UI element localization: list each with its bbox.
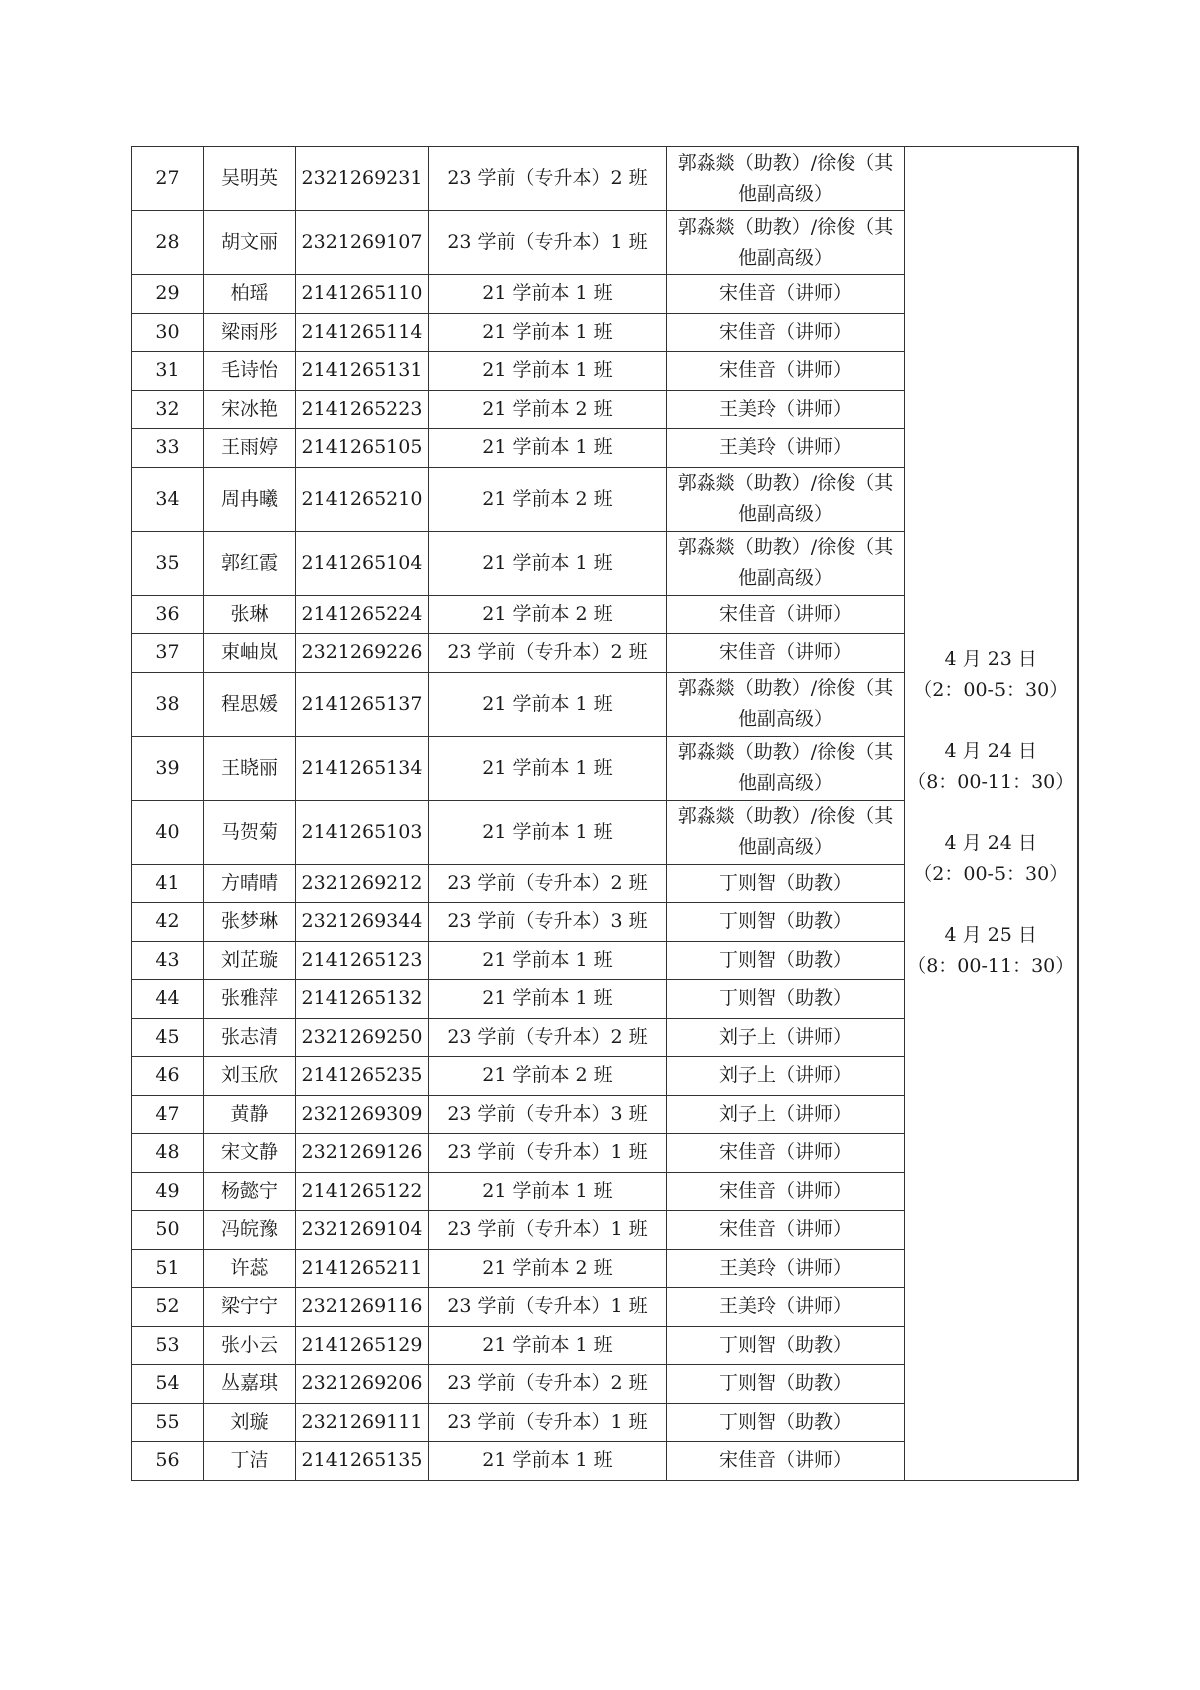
class-cell: 21 学前本 1 班 [429,531,667,595]
row-number-cell: 50 [132,1211,204,1250]
class-cell: 21 学前本 1 班 [429,1442,667,1481]
schedule-date: 4 月 23 日 [944,648,1037,671]
class-cell: 23 学前（专升本）1 班 [429,211,667,275]
student-id-cell: 2141265132 [296,980,429,1019]
class-cell: 23 学前（专升本）1 班 [429,1288,667,1327]
row-number-cell: 48 [132,1134,204,1173]
class-cell: 23 学前（专升本）2 班 [429,1365,667,1404]
supervisor-cell: 郭淼燚（助教）/徐俊（其他副高级） [667,147,905,211]
class-cell: 21 学前本 2 班 [429,1249,667,1288]
class-cell: 21 学前本 1 班 [429,941,667,980]
student-id-cell: 2141265122 [296,1172,429,1211]
row-number-cell: 45 [132,1018,204,1057]
supervisor-cell: 丁则智（助教） [667,980,905,1019]
supervisor-cell: 丁则智（助教） [667,1403,905,1442]
row-number-cell: 38 [132,672,204,736]
supervisor-cell: 王美玲（讲师） [667,429,905,468]
student-name-cell: 宋冰艳 [204,390,296,429]
row-number-cell: 44 [132,980,204,1019]
supervisor-cell: 刘子上（讲师） [667,1018,905,1057]
supervisor-cell: 丁则智（助教） [667,864,905,903]
schedule-date: 4 月 24 日 [944,740,1037,763]
student-id-cell: 2141265110 [296,275,429,314]
schedule-time: （8：00-11：30） [907,955,1075,978]
student-name-cell: 宋文静 [204,1134,296,1173]
student-name-cell: 张梦琳 [204,903,296,942]
row-number-cell: 55 [132,1403,204,1442]
supervisor-cell: 丁则智（助教） [667,903,905,942]
row-number-cell: 29 [132,275,204,314]
student-id-cell: 2141265235 [296,1057,429,1096]
supervisor-cell: 刘子上（讲师） [667,1095,905,1134]
student-name-cell: 王雨婷 [204,429,296,468]
student-id-cell: 2141265104 [296,531,429,595]
class-cell: 21 学前本 1 班 [429,736,667,800]
row-number-cell: 42 [132,903,204,942]
class-cell: 23 学前（专升本）2 班 [429,864,667,903]
student-id-cell: 2321269212 [296,864,429,903]
student-id-cell: 2321269111 [296,1403,429,1442]
row-number-cell: 34 [132,467,204,531]
row-number-cell: 28 [132,211,204,275]
student-name-cell: 刘芷璇 [204,941,296,980]
student-id-cell: 2141265223 [296,390,429,429]
row-number-cell: 40 [132,800,204,864]
class-cell: 21 学前本 1 班 [429,352,667,391]
student-name-cell: 吴明英 [204,147,296,211]
class-cell: 21 学前本 2 班 [429,1057,667,1096]
student-id-cell: 2141265224 [296,595,429,634]
supervisor-cell: 刘子上（讲师） [667,1057,905,1096]
student-id-cell: 2141265103 [296,800,429,864]
student-assignment-table [131,146,1079,1481]
table-body [132,147,1078,1481]
row-number-cell: 33 [132,429,204,468]
class-cell: 21 学前本 1 班 [429,275,667,314]
student-id-cell: 2141265134 [296,736,429,800]
supervisor-cell: 宋佳音（讲师） [667,313,905,352]
student-id-cell: 2321269250 [296,1018,429,1057]
supervisor-cell: 王美玲（讲师） [667,1288,905,1327]
class-cell: 21 学前本 1 班 [429,1326,667,1365]
row-number-cell: 27 [132,147,204,211]
class-cell: 23 学前（专升本）3 班 [429,903,667,942]
student-name-cell: 毛诗怡 [204,352,296,391]
student-id-cell: 2141265135 [296,1442,429,1481]
student-name-cell: 马贺菊 [204,800,296,864]
row-number-cell: 49 [132,1172,204,1211]
row-number-cell: 31 [132,352,204,391]
student-name-cell: 胡文丽 [204,211,296,275]
student-name-cell: 丁洁 [204,1442,296,1481]
schedule-slot [907,920,1074,982]
student-name-cell: 许蕊 [204,1249,296,1288]
student-name-cell: 郭红霞 [204,531,296,595]
student-id-cell: 2321269116 [296,1288,429,1327]
class-cell: 21 学前本 2 班 [429,467,667,531]
class-cell: 21 学前本 1 班 [429,1172,667,1211]
student-name-cell: 黄静 [204,1095,296,1134]
student-name-cell: 方晴晴 [204,864,296,903]
supervisor-cell: 丁则智（助教） [667,941,905,980]
student-name-cell: 王晓丽 [204,736,296,800]
supervisor-cell: 宋佳音（讲师） [667,595,905,634]
row-number-cell: 37 [132,634,204,673]
student-name-cell: 柏瑶 [204,275,296,314]
row-number-cell: 46 [132,1057,204,1096]
schedule-slot [913,644,1068,706]
supervisor-cell: 宋佳音（讲师） [667,634,905,673]
class-cell: 23 学前（专升本）3 班 [429,1095,667,1134]
schedule-time: （8：00-11：30） [907,771,1075,794]
student-id-cell: 2321269226 [296,634,429,673]
row-number-cell: 47 [132,1095,204,1134]
student-name-cell: 束岫岚 [204,634,296,673]
supervisor-cell: 宋佳音（讲师） [667,275,905,314]
student-name-cell: 张志清 [204,1018,296,1057]
student-id-cell: 2141265105 [296,429,429,468]
schedule-slot [907,736,1074,798]
class-cell: 21 学前本 2 班 [429,595,667,634]
class-cell: 21 学前本 1 班 [429,672,667,736]
schedule-list [905,629,1077,997]
row-number-cell: 32 [132,390,204,429]
class-cell: 21 学前本 1 班 [429,429,667,468]
row-number-cell: 54 [132,1365,204,1404]
supervisor-cell: 郭淼燚（助教）/徐俊（其他副高级） [667,467,905,531]
student-id-cell: 2321269104 [296,1211,429,1250]
student-id-cell: 2141265114 [296,313,429,352]
student-name-cell: 杨懿宁 [204,1172,296,1211]
row-number-cell: 39 [132,736,204,800]
class-cell: 23 学前（专升本）2 班 [429,1018,667,1057]
row-number-cell: 36 [132,595,204,634]
row-number-cell: 41 [132,864,204,903]
row-number-cell: 53 [132,1326,204,1365]
supervisor-cell: 宋佳音（讲师） [667,1442,905,1481]
student-id-cell: 2141265131 [296,352,429,391]
class-cell: 21 学前本 2 班 [429,390,667,429]
student-id-cell: 2321269344 [296,903,429,942]
student-id-cell: 2141265211 [296,1249,429,1288]
supervisor-cell: 郭淼燚（助教）/徐俊（其他副高级） [667,672,905,736]
row-number-cell: 56 [132,1442,204,1481]
class-cell: 21 学前本 1 班 [429,800,667,864]
student-id-cell: 2321269107 [296,211,429,275]
supervisor-cell: 丁则智（助教） [667,1326,905,1365]
class-cell: 23 学前（专升本）2 班 [429,634,667,673]
student-name-cell: 冯皖豫 [204,1211,296,1250]
student-name-cell: 刘玉欣 [204,1057,296,1096]
table-row [132,147,1078,211]
student-id-cell: 2321269126 [296,1134,429,1173]
student-id-cell: 2141265137 [296,672,429,736]
class-cell: 21 学前本 1 班 [429,980,667,1019]
supervisor-cell: 丁则智（助教） [667,1365,905,1404]
student-name-cell: 丛嘉琪 [204,1365,296,1404]
student-id-cell: 2321269206 [296,1365,429,1404]
student-name-cell: 张小云 [204,1326,296,1365]
class-cell: 23 学前（专升本）2 班 [429,147,667,211]
supervisor-cell: 郭淼燚（助教）/徐俊（其他副高级） [667,800,905,864]
supervisor-cell: 宋佳音（讲师） [667,1172,905,1211]
schedule-time: （2：00-5：30） [913,679,1069,702]
class-cell: 21 学前本 1 班 [429,313,667,352]
class-cell: 23 学前（专升本）1 班 [429,1403,667,1442]
schedule-date: 4 月 24 日 [944,832,1037,855]
supervisor-cell: 郭淼燚（助教）/徐俊（其他副高级） [667,531,905,595]
student-name-cell: 梁宁宁 [204,1288,296,1327]
schedule-time: （2：00-5：30） [913,863,1069,886]
student-id-cell: 2141265123 [296,941,429,980]
row-number-cell: 35 [132,531,204,595]
student-name-cell: 刘璇 [204,1403,296,1442]
class-cell: 23 学前（专升本）1 班 [429,1211,667,1250]
row-number-cell: 52 [132,1288,204,1327]
supervisor-cell: 王美玲（讲师） [667,1249,905,1288]
student-name-cell: 张琳 [204,595,296,634]
schedule-slot [913,828,1068,890]
row-number-cell: 43 [132,941,204,980]
supervisor-cell: 宋佳音（讲师） [667,352,905,391]
student-id-cell: 2321269231 [296,147,429,211]
supervisor-cell: 郭淼燚（助教）/徐俊（其他副高级） [667,211,905,275]
student-name-cell: 周冉曦 [204,467,296,531]
student-id-cell: 2141265129 [296,1326,429,1365]
student-id-cell: 2141265210 [296,467,429,531]
student-name-cell: 梁雨彤 [204,313,296,352]
supervisor-cell: 宋佳音（讲师） [667,1211,905,1250]
supervisor-cell: 王美玲（讲师） [667,390,905,429]
student-name-cell: 张雅萍 [204,980,296,1019]
row-number-cell: 30 [132,313,204,352]
schedule-date: 4 月 25 日 [944,924,1037,947]
class-cell: 23 学前（专升本）1 班 [429,1134,667,1173]
student-id-cell: 2321269309 [296,1095,429,1134]
supervisor-cell: 郭淼燚（助教）/徐俊（其他副高级） [667,736,905,800]
schedule-cell [905,147,1078,1481]
supervisor-cell: 宋佳音（讲师） [667,1134,905,1173]
row-number-cell: 51 [132,1249,204,1288]
student-name-cell: 程思媛 [204,672,296,736]
